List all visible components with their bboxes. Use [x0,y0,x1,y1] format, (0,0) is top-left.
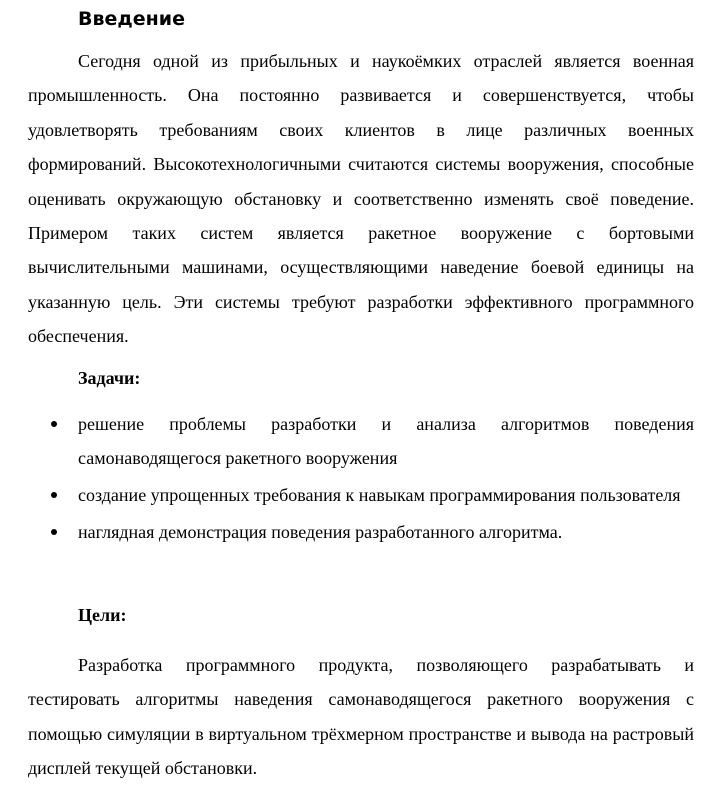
intro-paragraph: Сегодня одной из прибыльных и наукоёмких отраслей является военная промышленность. Она постоянно развивается и совершенствуется, чтобы удовлетворять требованиям своих клиентов в лице различных военных формирований. Высокотехнологичными считаются системы вооружения, способные оценивать окружающую обстановку и соответственно изменять своё поведение. Примером таких систем является ракетное вооружение с бортовыми вычислительными машинами, осуществляющими наведение боевой единицы на указанную цель. Эти системы требуют разработки эффективного программного обеспечения. [28,51,694,347]
goals-paragraph: Разработка программного продукта, позволяющего разрабатывать и тестировать алгоритмы наведения самонаводящегося ракетного вооружения с помощью симуляции в виртуальном трёхмерном пространстве и вывода на растровый дисплей текущей обстановки. [28,655,694,779]
task-item [0,478,694,512]
task-text: создание упрощенных требования к навыкам программирования пользователя [78,485,681,505]
bullet-icon [51,421,57,427]
task-text: наглядная демонстрация поведения разработанного алгоритма. [78,522,563,542]
bullet-icon [51,492,57,498]
section-title: Введение [78,8,185,30]
tasks-list [0,407,724,552]
tasks-heading: Задачи: [78,368,141,388]
task-item [0,515,694,549]
goals-heading: Цели: [78,605,127,625]
task-item [0,407,694,475]
bullet-icon [51,529,57,535]
task-text: решение проблемы разработки и анализа алгоритмов поведения самонаводящегося ракетного вооружения [78,414,694,468]
